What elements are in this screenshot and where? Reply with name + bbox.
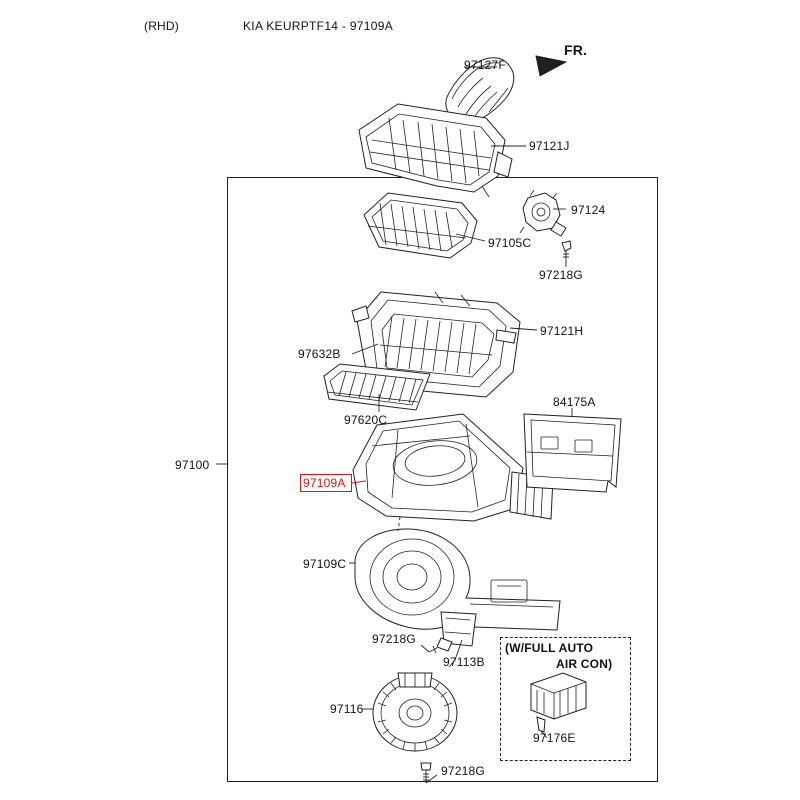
part-84175a xyxy=(524,414,621,492)
label-84175a: 84175A xyxy=(553,395,596,409)
part-97121j xyxy=(359,104,512,197)
label-97121h: 97121H xyxy=(540,324,584,338)
label-front-direction: FR. xyxy=(564,42,588,58)
label-rhd: (RHD) xyxy=(144,19,179,33)
part-97124 xyxy=(520,190,566,236)
diagram-title: KIA KEURPTF14 - 97109A xyxy=(243,19,394,33)
fr-arrow-icon xyxy=(536,56,566,76)
label-97218g-top: 97218G xyxy=(539,268,583,282)
part-97105c xyxy=(364,193,477,258)
part-97218g-mid xyxy=(429,638,452,653)
label-97218g-bottom: 97218G xyxy=(441,764,485,778)
part-97109c xyxy=(355,529,560,646)
label-97105c: 97105C xyxy=(488,236,532,250)
label-97116: 97116 xyxy=(330,702,364,716)
inset-note-line-2: AIR CON) xyxy=(556,657,613,671)
label-97127f: 97127F xyxy=(464,58,506,72)
label-97124: 97124 xyxy=(571,203,606,217)
part-97176e xyxy=(531,673,586,732)
label-97113b: 97113B xyxy=(443,655,485,669)
part-97218g-top xyxy=(562,241,571,259)
label-97218g-mid: 97218G xyxy=(372,632,416,646)
label-97121j: 97121J xyxy=(529,139,570,153)
label-97620c: 97620C xyxy=(344,413,388,427)
part-97116 xyxy=(373,673,457,751)
label-97109c: 97109C xyxy=(303,557,347,571)
part-97109a xyxy=(353,414,553,521)
label-97109a: 97109A xyxy=(303,476,346,490)
inset-note-line-1: (W/FULL AUTO xyxy=(505,641,594,655)
label-97632b: 97632B xyxy=(298,347,341,361)
label-97176e: 97176E xyxy=(533,731,576,745)
label-97100: 97100 xyxy=(175,458,210,472)
